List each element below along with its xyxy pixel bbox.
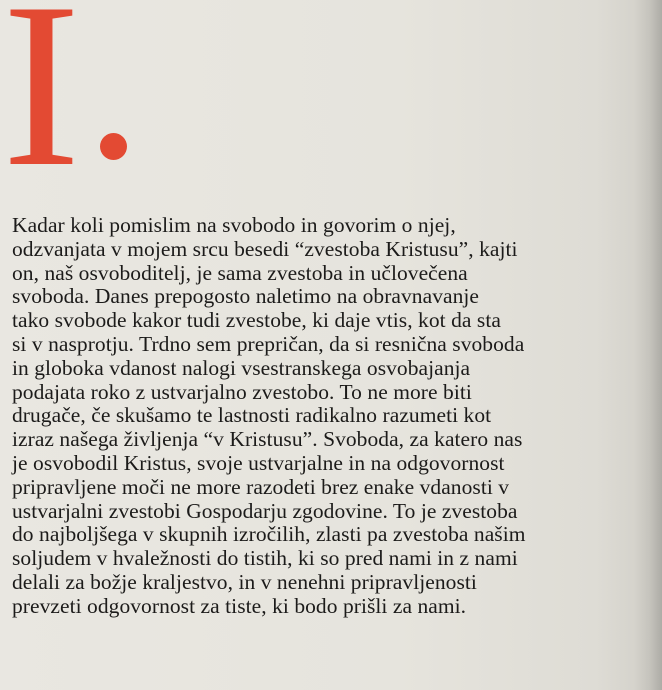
- chapter-numeral-dot: [100, 133, 127, 160]
- text-line: odzvanjata v mojem srcu besedi “zvestoba Kristusu”, kajti: [12, 236, 518, 261]
- text-line: delali za božje kraljestvo, in v nenehni pripravljenosti: [12, 569, 477, 594]
- text-line: ustvarjalni zvestobi Gospodarju zgodovine. To je zvestoba: [12, 498, 518, 523]
- text-line: do najboljšega v skupnih izročilih, zlasti pa zvestoba našim: [12, 522, 526, 547]
- text-line: drugače, če skušamo te lastnosti radikalno razumeti kot: [12, 403, 492, 428]
- text-line: svoboda. Danes prepogosto naletimo na obravnavanje: [12, 284, 480, 309]
- chapter-numeral: I: [2, 0, 81, 216]
- text-line: prevzeti odgovornost za tiste, ki bodo prišli za nami.: [12, 593, 467, 618]
- text-line: soljudem v hvaležnosti do tistih, ki so pred nami in z nami: [12, 546, 518, 571]
- text-line: si v nasprotju. Trdno sem prepričan, da si resnična svoboda: [12, 331, 525, 356]
- text-line: in globoka vdanost nalogi vsestranskega osvobajanja: [12, 355, 471, 380]
- text-line: Kadar koli pomislim na svobodo in govorim o njej,: [12, 213, 456, 237]
- text-line: je osvobodil Kristus, svoje ustvarjalne in na odgovornost: [12, 450, 505, 475]
- text-line: izraz našega življenja “v Kristusu”. Svoboda, za katero nas: [12, 427, 523, 452]
- text-line: on, naš osvoboditelj, je sama zvestoba in učlovečena: [12, 260, 468, 285]
- text-line: tako svobode kakor tudi zvestobe, ki daje vtis, kot da sta: [12, 308, 501, 333]
- text-line: podajata roko z ustvarjalno zvestobo. To ne more biti: [12, 379, 472, 404]
- text-line: pripravljene moči ne more razodeti brez enake vdanosti v: [12, 474, 510, 499]
- body-paragraph: [12, 214, 662, 619]
